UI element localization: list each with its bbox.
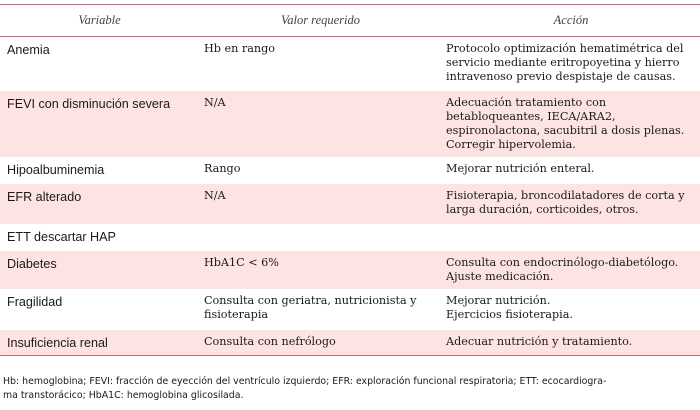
cell-accion xyxy=(442,184,700,224)
cell-valor: Hb en rango xyxy=(199,37,442,91)
header-row xyxy=(0,5,700,37)
accion-line: espironolactona, sacubitril a dosis plenas. xyxy=(446,123,685,137)
cell-valor: HbA1C < 6% xyxy=(199,251,442,289)
accion-line: Mejorar nutrición. xyxy=(446,293,551,307)
accion-line: Consulta con endocrinólogo-diabetólogo. xyxy=(446,255,679,269)
accion-line: Adecuar nutrición y tratamiento. xyxy=(446,334,633,348)
accion-line: betabloqueantes, IECA/ARA2, xyxy=(446,109,616,123)
cell-variable: FEVI con disminución severa xyxy=(0,91,199,157)
header-variable: Variable xyxy=(0,5,199,37)
cell-accion xyxy=(442,251,700,289)
accion-line: larga duración, corticoides, otros. xyxy=(446,202,639,216)
table-row xyxy=(0,157,700,184)
accion-line: servicio mediante eritropoyetina y hierro xyxy=(446,56,680,70)
cell-variable: Hipoalbuminemia xyxy=(0,157,199,184)
cell-valor: N/A xyxy=(199,91,442,157)
cell-valor: Consulta con nefrólogo xyxy=(199,330,442,356)
table-body xyxy=(0,37,700,356)
accion-line: Fisioterapia, broncodilatadores de corta y xyxy=(446,188,685,202)
table-row xyxy=(0,37,700,91)
cell-variable: Insuficiencia renal xyxy=(0,330,199,356)
cell-valor: Rango xyxy=(199,157,442,184)
cell-accion xyxy=(442,224,700,251)
table-row xyxy=(0,330,700,356)
table-footnote xyxy=(3,375,697,403)
cell-variable: Fragilidad xyxy=(0,289,199,330)
accion-line: Ejercicios fisioterapia. xyxy=(446,307,573,321)
cell-valor xyxy=(199,224,442,251)
cell-accion xyxy=(442,157,700,184)
cell-accion xyxy=(442,37,700,91)
cell-accion xyxy=(442,289,700,330)
accion-line: intravenoso previo despistaje de causas. xyxy=(446,70,676,84)
accion-line: Protocolo optimización hematimétrica del xyxy=(446,42,684,55)
requirements-table xyxy=(0,4,700,356)
cell-valor: N/A xyxy=(199,184,442,224)
cell-accion xyxy=(442,91,700,157)
cell-variable: Anemia xyxy=(0,37,199,91)
accion-line: Ajuste medicación. xyxy=(446,269,554,283)
table-row xyxy=(0,251,700,289)
table-header xyxy=(0,5,700,37)
cell-variable: Diabetes xyxy=(0,251,199,289)
table-row xyxy=(0,91,700,157)
cell-variable: EFR alterado xyxy=(0,184,199,224)
accion-line: Adecuación tratamiento con xyxy=(446,95,607,109)
table-row xyxy=(0,224,700,251)
cell-valor: Consulta con geriatra, nutricionista y fisioterapia xyxy=(199,289,442,330)
cell-accion xyxy=(442,330,700,356)
footnote-line: Hb: hemoglobina; FEVI: fracción de eyección del ventrículo izquierdo; EFR: exploración funcional respiratoria; ETT: ecocardiogra- xyxy=(3,376,607,387)
footnote-line: ma transtorácico; HbA1C: hemoglobina glicosilada. xyxy=(3,390,244,401)
header-valor-requerido: Valor requerido xyxy=(199,5,442,37)
table-row xyxy=(0,289,700,330)
accion-line: Corregir hipervolemia. xyxy=(446,138,576,152)
accion-line: Mejorar nutrición enteral. xyxy=(446,161,595,175)
table-row xyxy=(0,184,700,224)
cell-variable: ETT descartar HAP xyxy=(0,224,199,251)
header-accion: Acción xyxy=(442,5,700,37)
